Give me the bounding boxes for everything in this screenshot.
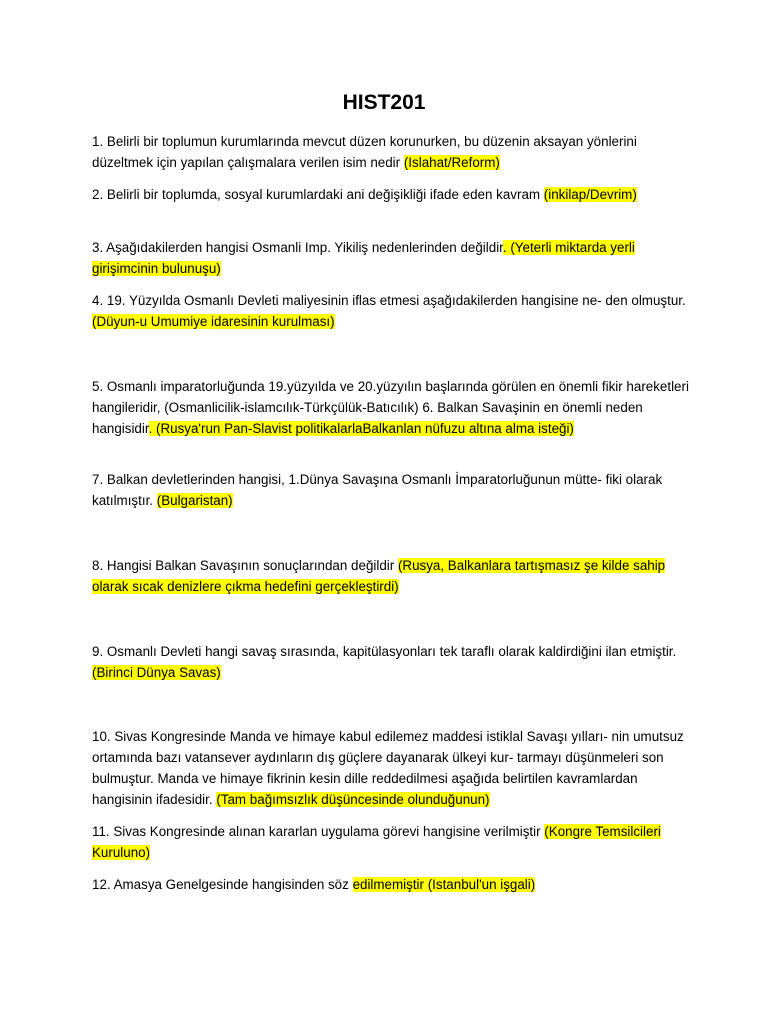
question-11 bbox=[92, 821, 692, 863]
question-text: 3. Aşağıdakilerden hangisi Osmanli Imp. Yikiliş nedenlerinden değildir bbox=[92, 240, 503, 255]
question-12 bbox=[92, 874, 692, 895]
question-2 bbox=[92, 184, 692, 205]
question-4 bbox=[92, 290, 692, 332]
answer-highlight: (Rusya, Balkanlara tartışmasız şe kilde sahip olarak sıcak denizlere çıkma hedefini gerçekleştirdi) bbox=[92, 558, 666, 594]
question-3 bbox=[92, 237, 692, 279]
answer-highlight: (Islahat/Reform) bbox=[403, 155, 500, 170]
question-text: 1. Belirli bir toplumun kurumlarında mevcut düzen korunurken, bu düzenin aksayan yönlerini düzeltmek için yapılan çalışmalara verilen isim nedir bbox=[92, 134, 637, 170]
answer-highlight: (inkilap/Devrim) bbox=[543, 187, 637, 202]
question-text: 12. Amasya Genelgesinde hangisinden söz bbox=[92, 877, 353, 892]
question-text: 4. 19. Yüzyılda Osmanlı Devleti maliyesinin iflas etmesi aşağıdakilerden hangisine ne- den olmuştur. bbox=[92, 293, 686, 308]
answer-highlight: . (Rusya'run Pan-Slavist politikalarlaBalkanlan nüfuzu altına alma isteği) bbox=[148, 421, 574, 436]
question-7 bbox=[92, 469, 692, 511]
question-text: 10. Sivas Kongresinde Manda ve himaye kabul edilemez maddesi istiklal Savaşı yılları- nin umutsuz ortamında bazı vatansever aydınların dış güçlere dayanarak ülkeyi kur- tarmayı düşünmeleri son bulmuştur. Manda ve himaye fikrinin kesin dille reddedilmesi aşağıda belirtilen kavramlardan hangisinin ifadesidir. bbox=[92, 729, 684, 807]
question-1 bbox=[92, 131, 692, 173]
answer-highlight: (Düyun-u Umumiye idaresinin kurulması) bbox=[92, 314, 335, 329]
answer-highlight: . (Yeterli miktarda yerli girişimcinin bulunuşu) bbox=[92, 240, 635, 276]
document-title: HIST201 bbox=[342, 91, 426, 114]
question-text: 2. Belirli bir toplumda, sosyal kurumlardaki ani değişikliği ifade eden kavram bbox=[92, 187, 544, 202]
question-text: 8. Hangisi Balkan Savaşının sonuçlarından değildir bbox=[92, 558, 398, 573]
question-text: 9. Osmanlı Devleti hangi savaş sırasında, kapitülasyonları tek taraflı olarak kaldirdiğini ilan etmiştir. bbox=[92, 644, 677, 659]
answer-highlight: (Bulgaristan) bbox=[156, 493, 233, 508]
question-text: 5. Osmanlı imparatorluğunda 19.yüzyılda ve 20.yüzyılın başlarında görülen en önemli fikir hareketleri hangileridir, (Osmanlicilik-islamcılık-Türkçülük-Batıcılık) 6. Balkan Savaşinin en önemli neden hangisidir bbox=[92, 379, 689, 436]
question-10 bbox=[92, 726, 692, 810]
answer-highlight: (Kongre Temsilcileri Kuruluno) bbox=[92, 824, 661, 860]
answer-highlight: (Tam bağımsızlık düşüncesinde olunduğunun) bbox=[216, 792, 490, 807]
question-8 bbox=[92, 555, 692, 597]
question-9 bbox=[92, 641, 692, 683]
answer-highlight: (Birinci Dünya Savas) bbox=[92, 665, 221, 680]
answer-highlight: edilmemiştir (Istanbul'un işgali) bbox=[352, 877, 536, 892]
question-text: 11. Sivas Kongresinde alınan kararlan uygulama görevi hangisine verilmiştir bbox=[92, 824, 545, 839]
question-text: 7. Balkan devletlerinden hangisi, 1.Dünya Savaşına Osmanlı İmparatorluğunun mütte- fiki olarak katılmıştır. bbox=[92, 472, 663, 508]
question-5-6 bbox=[92, 376, 692, 439]
